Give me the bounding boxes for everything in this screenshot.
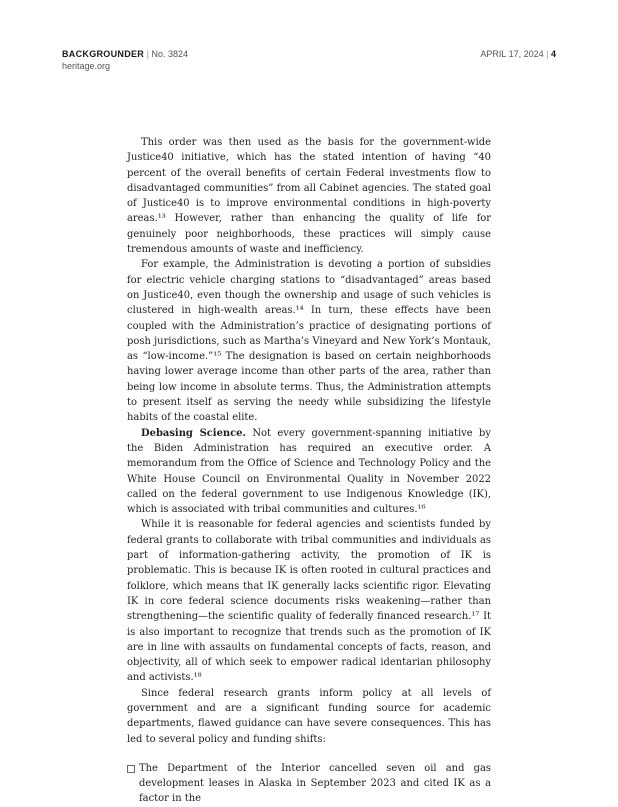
header-separator: |: [146, 49, 149, 59]
paragraph-justice40: This order was then used as the basis for the government-wide Justice40 initiative, which has the stated intention of having “40 percent of the overall benefits of certain Federal investments flow to disadvantaged communities” from all Cabinet agencies. The stated goal of Justice40 is to improve environmental conditions in high-poverty areas.¹³ However, rather than enhancing the quality of life for genuinely poor neighborhoods, these practices will simply cause tremendous amounts of waste and inefficiency.: [127, 137, 491, 256]
page-number: 4: [550, 49, 556, 59]
list-item-text: The Department of the Interior cancelled seven oil and gas development leases in Alaska in September 2023 and cited IK as a factor in the: [139, 762, 491, 805]
report-number: No. 3824: [151, 49, 189, 59]
publication-date: APRIL 17, 2024: [480, 49, 544, 59]
site-url[interactable]: heritage.org: [62, 61, 111, 71]
paragraph-debasing-science: [127, 426, 491, 518]
paragraph-ev-subsidies: For example, the Administration is devoting a portion of subsidies for electric vehicle charging stations to “disadvantaged” areas based on Justice40, even though the ownership and usage of such vehicles is clustered in high-wealth areas.¹⁴ In turn, these effects have been coupled with the Administration’s practice of designating portions of posh jurisdictions, such as Martha’s Vineyard and New York’s Montauk, as “low-income.”¹⁵ The designation is based on certain neighborhoods having lower average income than other parts of the area, rather than being low income in absolute terms. Thus, the Administration attempts to present itself as serving the needy while subsidizing the lifestyle habits of the coastal elite.: [127, 259, 491, 424]
section-lead-heading: Debasing Science.: [141, 427, 246, 439]
bullet-square-icon: [127, 765, 135, 773]
header-right: [480, 48, 556, 60]
series-label: BACKGROUNDER: [62, 49, 145, 59]
paragraph-funding-shifts: Since federal research grants inform policy at all levels of government and are a significant funding source for academic departments, flawed guidance can have severe consequences. This has led to several policy and funding shifts:: [127, 687, 491, 745]
header-left: [62, 48, 188, 72]
paragraph-ik-problematic: While it is reasonable for federal agencies and scientists funded by federal grants to collaborate with tribal communities and individuals as part of information-gathering activity, the promotion of IK is problematic. This is because IK is often rooted in cultural practices and folklore, which means that IK generally lacks scientific rigor. Elevating IK in core federal science documents risks weakening—rather than strengthening—the scientific quality of federally financed research.¹⁷ It is also important to recognize that trends such as the promotion of IK are in line with assaults on fundamental concepts of facts, reason, and objectivity, all of which seek to empower radical identarian philosophy and activists.¹⁸: [127, 519, 491, 684]
body-text: [127, 135, 491, 807]
header-separator-right: |: [546, 49, 549, 59]
paragraph-debasing-science-text: Not every government-spanning initiative by the Biden Administration has required an executive order. A memorandum from the Office of Science and Technology Policy and the White House Council on Environmental Quality in November 2022 called on the federal government to use Indigenous Knowledge (IK), which is associated with tribal communities and cultures.¹⁶: [127, 427, 491, 516]
